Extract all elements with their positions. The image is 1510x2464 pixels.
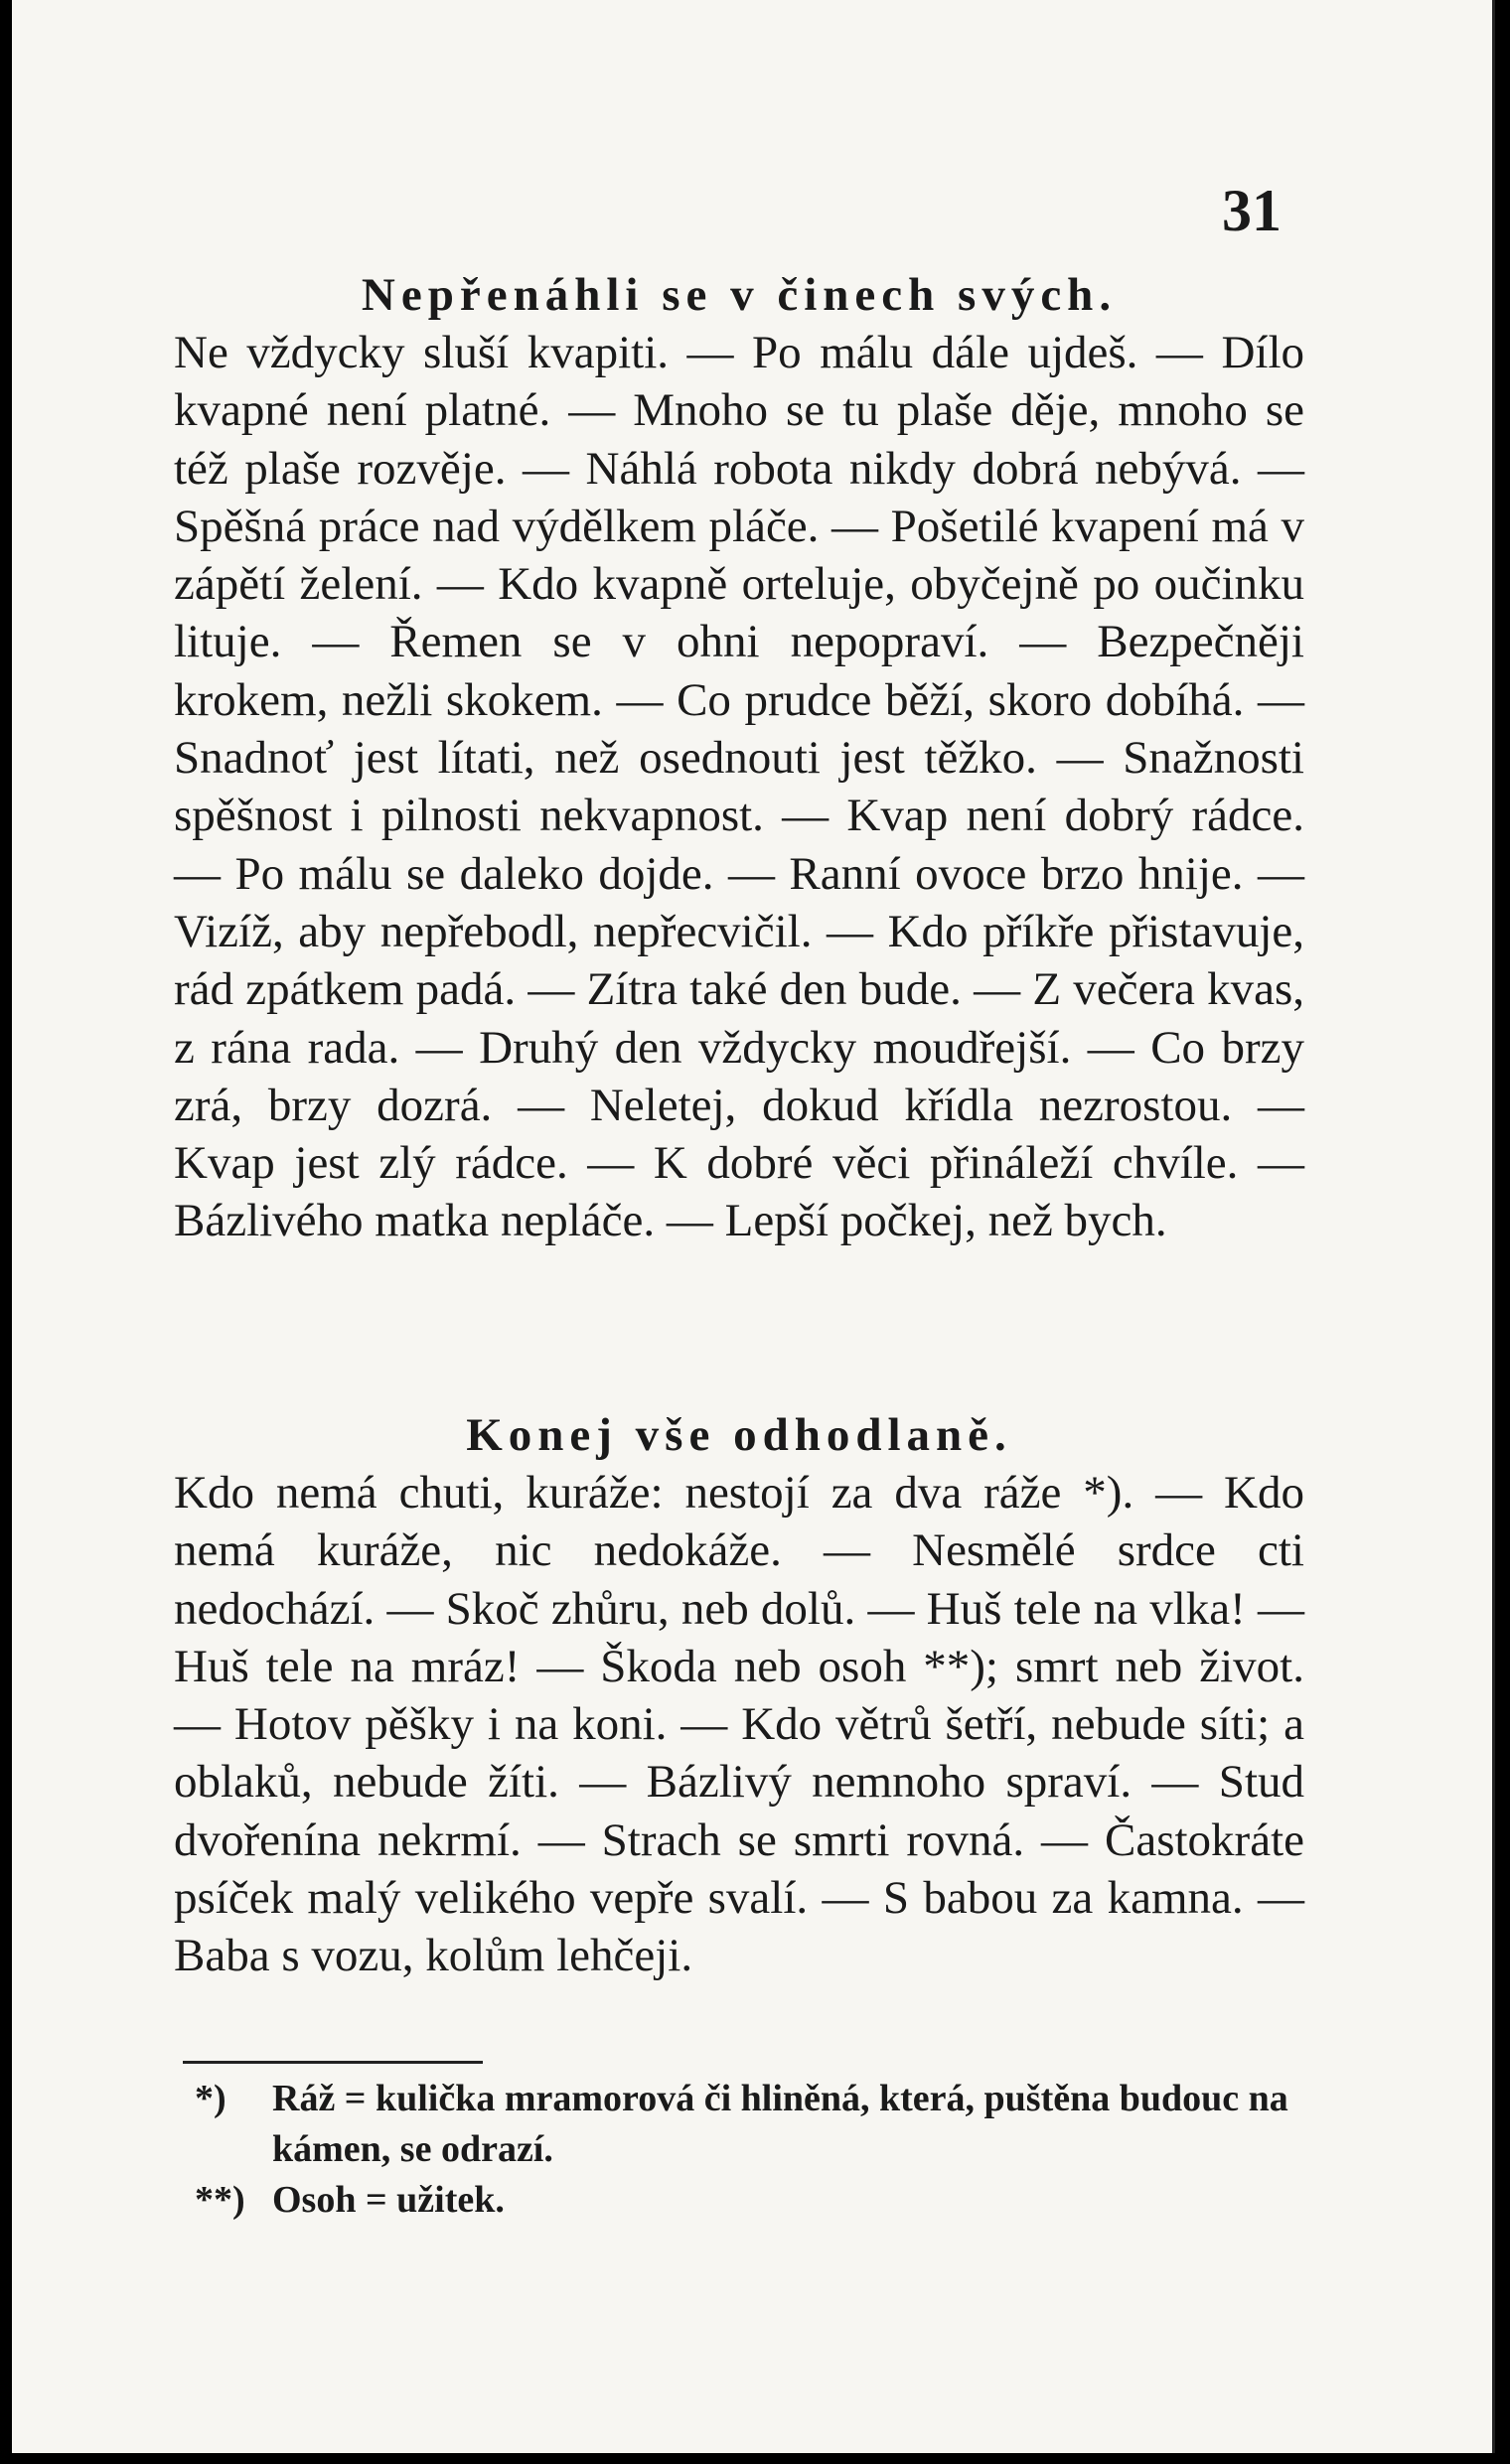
footnote-text: Ráž = kulička mramorová či hliněná, která, puštěna budouc na kámen, se odrazí.: [272, 2078, 1288, 2170]
footnote: [183, 2175, 1295, 2226]
footnote-text: Osoh = užitek.: [272, 2179, 505, 2221]
footnote-mark: *): [195, 2078, 226, 2119]
book-page: [12, 0, 1495, 2453]
section-1: [174, 266, 1304, 1250]
page-number: 31: [1222, 178, 1282, 243]
section-heading: Konej vše odhodlaně.: [466, 1409, 1012, 1461]
footnote-mark: **): [195, 2179, 245, 2221]
section-body: Ne vždycky sluší kvapiti. — Po málu dále ujdeš. — Dílo kvapné není platné. — Mnoho se tu plaše děje, mnoho se též plaše rozvěje. — Náhlá robota nikdy dobrá nebývá. — Spěšná práce nad výdělkem pláče. — Pošetilé kvapení má v zápětí želení. — Kdo kvapně orteluje, obyčejně po oučinku lituje. — Řemen se v ohni nepopraví. — Bezpečněji krokem, nežli skokem. — Co prudce běží, skoro dobíhá. — Snadnoť jest lítati, než osednouti jest těžko. — Snažnosti spěšnost i pilnosti nekvapnost. — Kvap není dobrý rádce. — Po málu se daleko dojde. — Ranní ovoce brzo hnije. — Vizíž, aby nepřebodl, nepřecvičil. — Kdo příkře přistavuje, rád zpátkem padá. — Zítra také den bude. — Z večera kvas, z rána rada. — Druhý den vždycky moudřejší. — Co brzy zrá, brzy dozrá. — Neletej, dokud křídla nezrostou. — Kvap jest zlý rádce. — K dobré věci přináleží chvíle. — Bázlivého matka nepláče. — Lepší počkej, než bych.: [174, 327, 1304, 1247]
section-2: [174, 1406, 1304, 1985]
footnote: [183, 2074, 1295, 2175]
footnotes: [183, 2074, 1295, 2226]
section-heading: Nepřenáhli se v činech svých.: [361, 269, 1118, 321]
footnote-divider: [183, 2061, 483, 2064]
section-body: Kdo nemá chuti, kuráže: nestojí za dva ráže *). — Kdo nemá kuráže, nic nedokáže. — Nesmělé srdce cti nedochází. — Skoč zhůru, neb dolů. — Huš tele na vlka! — Huš tele na mráz! — Škoda neb osoh **); smrt neb život. — Hotov pěšky i na koni. — Kdo větrů šetří, nebude síti; a oblaků, nebude žíti. — Bázlivý nemnoho spraví. — Stud dvořenína nekrmí. — Strach se smrti rovná. — Častokráte psíček malý velikého vepře svalí. — S babou za kamna. — Baba s vozu, kolům lehčeji.: [174, 1467, 1304, 1982]
